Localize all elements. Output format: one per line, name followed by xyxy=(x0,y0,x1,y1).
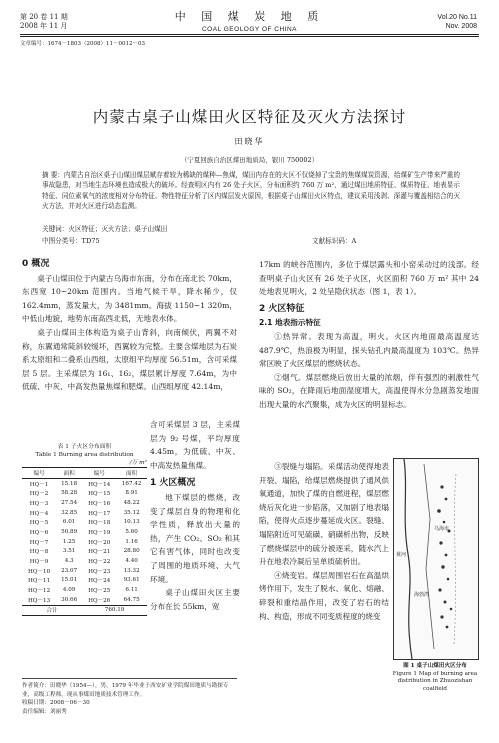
table-cell: 58.28 xyxy=(61,490,78,497)
table-cell: HQ－26 xyxy=(88,597,111,604)
paragraph-cracks: ③裂缝与塌陷。采煤活动使得地表开裂、塌陷，给煤层燃烧提供了通风供氧通道，加快了煤的自燃进程，煤层燃烧后灰化进一步陷落，又加剧了地表塌陷，使得火点逐步蔓延成火区。裂缝、塌陷附近可见硫磺、硝磺析出物，反映了燃烧煤层中的硫分被逐采，随水汽上升在地表冷凝后呈单质硫析出。 xyxy=(259,462,389,567)
left-column-side-text xyxy=(150,418,240,613)
table-unit: /万 m² xyxy=(129,460,147,466)
table-header-row xyxy=(22,468,147,479)
table-cell: 6.11 xyxy=(125,587,138,594)
label-wuhai: 乌海市 xyxy=(434,526,450,532)
issue-date: 2008 年 11 月 xyxy=(20,22,68,30)
label-yellow-river: 黄河 xyxy=(396,552,407,558)
article-number: 文章编号：1674－1803（2008）11－0012－03 xyxy=(20,41,145,47)
journal-name-cn: 中 国 煤 炭 地 质 xyxy=(174,10,325,23)
section-2-heading: 2 火区特征 xyxy=(259,303,305,314)
footnotes xyxy=(22,682,237,716)
table-cell: HQ－10 xyxy=(27,568,51,575)
total-label: 合计 xyxy=(46,608,58,615)
table-cell: 6.01 xyxy=(62,519,76,526)
table-row xyxy=(22,537,147,547)
table-cell: 4.09 xyxy=(62,587,76,594)
paper-title: 内蒙古桌子山煤田火区特征及灭火方法探讨 xyxy=(92,108,407,126)
burning-area-table xyxy=(22,467,147,616)
received-date: 收稿日期：2008－06－30 xyxy=(22,700,90,706)
yellow-river-line xyxy=(404,459,412,659)
paragraph-fire-overview: 地下煤层的燃烧，改变了煤层自身的物理和化学性质，释放出大量的热，产生 CO₂、SO₂ 和其它有害气体，同时也改变了周围的地质环境、大气环境。 xyxy=(150,492,240,584)
header-rule-thin xyxy=(20,36,479,37)
coalfield-boundary xyxy=(454,474,456,644)
figure-caption xyxy=(391,663,479,693)
table-cell: 48.22 xyxy=(123,499,140,506)
table-caption-cn: 表 1 子火区分布面积 xyxy=(57,444,112,450)
author-introduction: 作者简介：田晓华（1954—），男，1979 年毕业于西安矿业学院煤田地质与勘探专业，高级工程师，现从事煤田地质技术管理工作。 xyxy=(22,683,229,698)
header-cell: 编号 xyxy=(93,470,105,477)
table-row xyxy=(22,595,147,605)
table-cell: 15.18 xyxy=(61,480,78,487)
header-rule-thick xyxy=(20,34,479,35)
abstract: 摘 要：内蒙古自治区桌子山煤田煤层赋存着较为稀缺的煤种—焦煤，煤田内存在的火区不仅烧掉了宝贵的焦煤煤炭资源，给煤矿生产带来严重的事故隐患，对当地生态环境也造成极大的破坏。经查明区内有 26 处子火区，分布面积约 760 万 m²，通过煤田地质特征、煤质特征、地表显示特征、同位素氧气的浓度相对分布特征、物性特征分析了区内煤层发火原因，根据桌子山煤田火区特点，建议采用浅剥、深灌与覆盖相结合的灭火方法，并对火区进行动态监测。 xyxy=(42,171,460,210)
paragraph-heat-anomaly: ①热异常。表现为高温，明火。火区内地面最高温度达 487.9℃，热浪极为明显，探头钻孔内最高温度为 103℃。热异常区映了火区煤层的燃烧状态。 xyxy=(259,331,479,369)
table-cell: HQ－14 xyxy=(88,481,111,488)
paragraph-burnt-rock: ④烧变岩。煤层周围岩石在高温烘烤作用下，发生了脱水、氧化、熔融、碎裂和重结晶作用，改变了岩石的结构、构造，形成不同变质程度的烧变 xyxy=(259,570,389,621)
header-cell: 面积 xyxy=(63,470,75,477)
table-row xyxy=(22,517,147,527)
table-row xyxy=(22,576,147,586)
table-cell: HQ－2 xyxy=(29,491,49,498)
table-row xyxy=(22,508,147,518)
paragraph-fire-area: 17km 的峡谷范围内，多位于煤层露头和小窑采动过的浅部。经查明桌子山火区有 26 处子火区，火区面积 760 万 m² 其中 24 处地表见明火，2 处呈隐伏状态（图 1，表 1）。 xyxy=(259,260,479,297)
table-total-row xyxy=(22,605,147,616)
paragraph-structure-cont: 含可采煤层 3 层，主采煤层为 9₂ 号煤，平均厚度 4.45m，为低硫、中灰、中高发热量焦煤。 xyxy=(150,420,240,470)
label-haibowan: 海勃湾 xyxy=(414,592,430,598)
table-cell: HQ－11 xyxy=(27,578,51,585)
right-column-side-text xyxy=(259,460,389,623)
table-row xyxy=(22,556,147,566)
table-cell: HQ－9 xyxy=(29,559,49,566)
table-cell: HQ－8 xyxy=(29,549,49,556)
clc-number: 中图分类号：TD75 xyxy=(42,237,100,245)
road-line xyxy=(424,464,434,649)
fire-distribution-map xyxy=(393,458,479,660)
table-cell: 35.12 xyxy=(123,509,140,516)
total-value: 760.19 xyxy=(104,607,125,614)
table-cell: 27.54 xyxy=(61,499,78,506)
table-cell: 30.66 xyxy=(61,596,78,603)
table-row xyxy=(22,585,147,595)
table-row xyxy=(22,488,147,498)
footnote-rule xyxy=(22,678,237,679)
table-cell: 13.32 xyxy=(123,567,140,574)
table-cell: 32.85 xyxy=(61,509,78,516)
table-cell: 4.40 xyxy=(125,558,138,565)
document-code: 文献标识码：A xyxy=(312,237,357,245)
table-cell: HQ－18 xyxy=(88,520,111,527)
header-cell: 编号 xyxy=(33,470,45,477)
volume-number: Vol.20 No.11 xyxy=(437,14,477,21)
table-cell: HQ－15 xyxy=(88,491,111,498)
issue-number: 第 20 卷 11 期 xyxy=(20,13,68,21)
table-cell: 8.91 xyxy=(125,490,138,497)
table-cell: HQ－1 xyxy=(29,481,49,488)
editor-in-charge: 责任编辑：刘丽秀 xyxy=(22,708,67,715)
header-cell: 面积 xyxy=(126,470,138,477)
table-cell: 167.42 xyxy=(121,480,142,487)
journal-name-en: COAL GEOLOGY OF CHINA xyxy=(201,26,298,33)
table-cell: HQ－22 xyxy=(88,559,111,566)
table-cell: HQ－17 xyxy=(88,510,111,517)
paragraph-fire-distribution: 桌子山煤田火区主要分布在长 55km，宽 xyxy=(150,588,240,611)
paragraph-structure: 桌子山煤田主体构造为桌子山背斜，向南倾伏，两翼不对称，东翼通常陡斜较缓坏，西翼较为完整。主要含煤地层为石炭系太原组和二叠系山西组，太原组平均厚度 56.51m，含可采煤层 5 层。主采煤层为 16₁、16₂，煤层累计厚度 7.64m，为中低硫、中灰、中高发热量焦煤和肥煤。山西组厚度 42.14m， xyxy=(22,327,237,392)
running-header-right xyxy=(437,13,477,31)
paper-author: 田晓华 xyxy=(234,137,265,146)
paragraph-smoke: ②烟气。煤层燃烧后放出大量的浓烟，伴有强烈的刺激性气味的 SO₂，在降雨后地面湿度增大，高温使得水分急剧蒸发地面出现大量的水汽聚集，成为火区的明显标志。 xyxy=(259,372,479,409)
map-drawing xyxy=(394,459,478,659)
journal-masthead xyxy=(0,8,499,33)
table-cell: HQ－12 xyxy=(27,588,51,595)
table-row xyxy=(22,547,147,557)
figure-caption-en: Figure 1 Map of burning area distribution in Zhuozishan coalfield xyxy=(392,670,478,692)
table-cell: HQ－19 xyxy=(88,529,111,536)
table-cell: 64.75 xyxy=(123,596,140,603)
table-cell: HQ－6 xyxy=(29,529,49,536)
table-cell: HQ－13 xyxy=(27,597,51,604)
author-affiliation: （宁夏回族自治区煤田地质局，银川 750002） xyxy=(180,156,319,164)
paragraph-overview: 桌子山煤田位于内蒙古乌海市东南，分布在南北长 70km，东西宽 10~20km 范围内。当地气候干旱，降水稀少，仅 162.4mm，蒸发量大，为 3481mm。海拔 1150~1 320m，中低山地貌，地势东南高西北低，无地表水体。 xyxy=(22,273,237,324)
section-1-heading: 1 火区概况 xyxy=(150,478,196,489)
table-cell: 23.07 xyxy=(61,567,78,574)
table-cell: 3.51 xyxy=(62,548,76,555)
table-cell: HQ－21 xyxy=(88,549,111,556)
table-cell: 5.60 xyxy=(125,528,138,535)
table-cell: HQ－23 xyxy=(88,568,111,575)
table-row xyxy=(22,527,147,537)
table-cell: 28.80 xyxy=(123,548,140,555)
table-cell: HQ－25 xyxy=(88,588,111,595)
table-cell: HQ－7 xyxy=(29,539,49,546)
issue-month: Nov. 2008 xyxy=(445,23,477,30)
section-2-1-heading: 2.1 地表指示特征 xyxy=(259,318,321,328)
table-cell: 1.16 xyxy=(125,538,138,545)
table-cell: 10.13 xyxy=(123,519,140,526)
figure-caption-cn: 图 1 桌子山煤田火区分布 xyxy=(403,663,467,669)
table-row xyxy=(22,478,147,488)
table-row xyxy=(22,498,147,508)
table-cell: 1.25 xyxy=(62,538,76,545)
table-cell: HQ－3 xyxy=(29,500,49,507)
table-row xyxy=(22,566,147,576)
table-caption-en: Table 1 Burning area distribution xyxy=(35,452,134,458)
table-cell: 15.01 xyxy=(61,577,78,584)
table-cell: HQ－20 xyxy=(88,539,111,546)
table-1 xyxy=(22,443,147,616)
fire-area-markers xyxy=(437,485,452,628)
table-cell: HQ－24 xyxy=(88,578,111,585)
section-0-heading: 0 概况 xyxy=(22,259,50,269)
right-column-top xyxy=(259,258,479,412)
table-cell: HQ－4 xyxy=(29,510,49,517)
table-cell: 50.89 xyxy=(61,528,78,535)
table-cell: HQ－5 xyxy=(29,520,49,527)
table-cell: 4.3 xyxy=(64,558,74,565)
keywords: 关键词：火区特征；灭火方法；桌子山煤田 xyxy=(42,225,168,233)
table-cell: 93.61 xyxy=(123,577,140,584)
table-cell: HQ－16 xyxy=(88,500,111,507)
left-column-top xyxy=(22,258,237,394)
